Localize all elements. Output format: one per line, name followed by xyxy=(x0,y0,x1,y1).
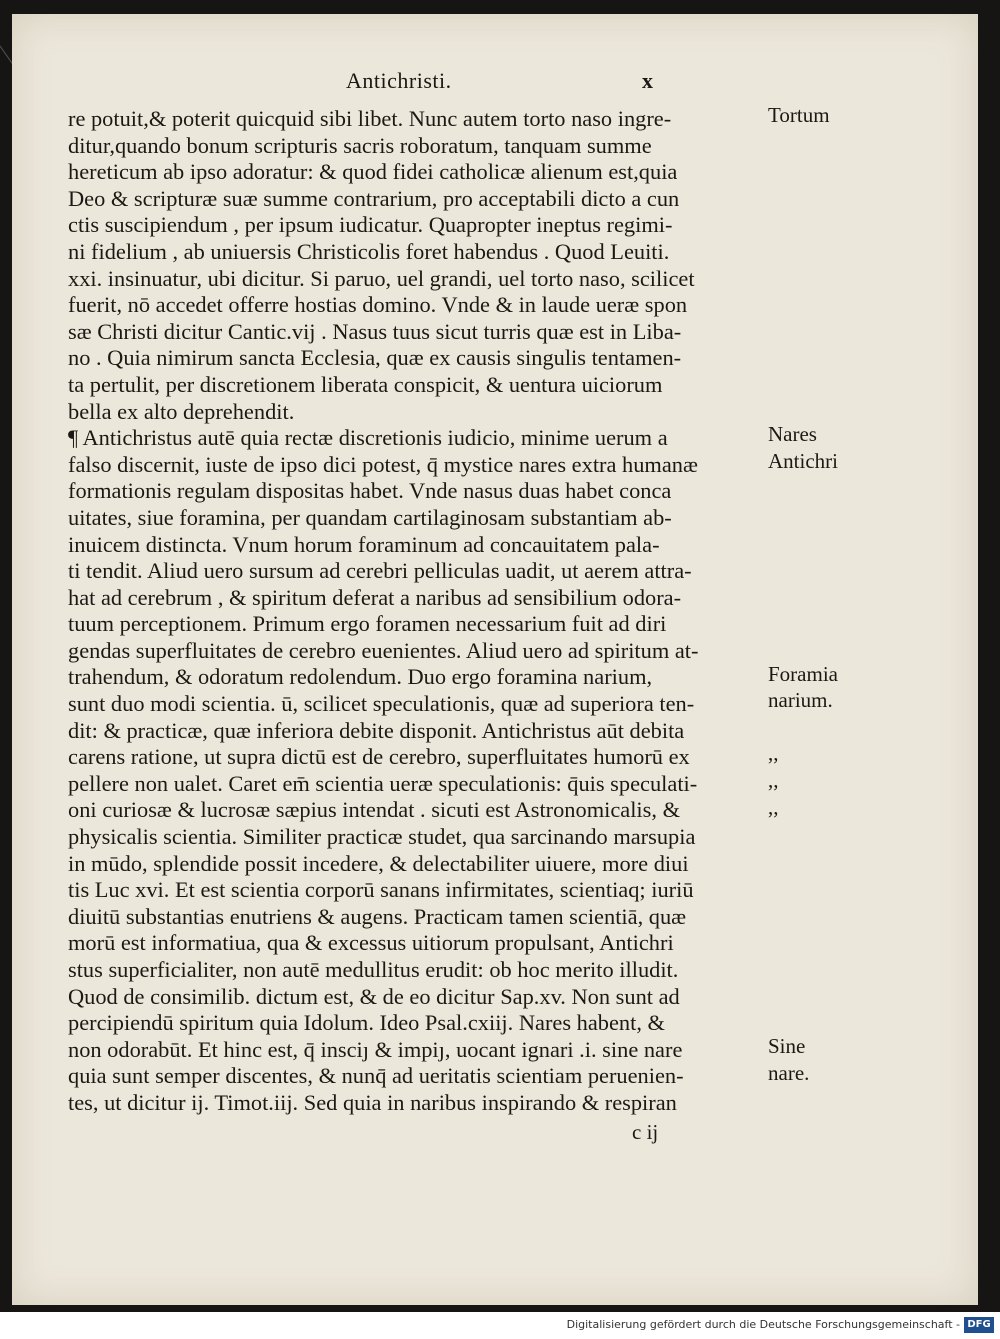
text-line: falso discernit, iuste de ipso dici potest, q̄ mystice nares extra humanæ xyxy=(68,451,698,477)
text-line: tuum perceptionem. Primum ergo foramen necessarium fuit ad diri xyxy=(68,611,667,637)
text-line: uitates, siue foramina, per quandam cartilaginosam substantiam ab- xyxy=(68,504,672,530)
text-line: tes, ut dicitur ij. Timot.iij. Sed quia in naribus inspirando & respiran xyxy=(68,1089,677,1115)
text-line: fuerit, nō accedet offerre hostias domino. Vnde & in laude ueræ spon xyxy=(68,292,688,318)
text-line: inuicem distincta. Vnum horum foraminum ad concauitatem pala- xyxy=(68,531,660,557)
margin-note: Nares xyxy=(768,422,817,447)
margin-note: ,, xyxy=(768,794,779,819)
book-page xyxy=(12,14,978,1305)
text-line: stus superficialiter, non autē medullitus erudit: ob hoc merito illudit. xyxy=(68,957,679,982)
text-line: pellere non ualet. Caret em̄ scientia ueræ speculationis: q̄uis speculati- xyxy=(68,770,698,796)
footer-credit: Digitalisierung gefördert durch die Deutsche Forschungsgemeinschaft - xyxy=(566,1318,960,1331)
text-line: oni curiosæ & lucrosæ sæpius intendat . sicuti est Astronomicalis, & xyxy=(68,797,680,823)
margin-note: Antichri xyxy=(768,448,838,473)
text-line: dit: & practicæ, quæ inferiora debite disponit. Antichristus aūt debita xyxy=(68,717,685,743)
dfg-logo: DFG xyxy=(964,1317,994,1333)
text-line: physicalis scientia. Similiter practicæ studet, qua sarcinando marsupia xyxy=(68,824,696,850)
text-line: quia sunt semper discentes, & nunq̄ ad ueritatis scientiam peruenien- xyxy=(68,1063,684,1089)
text-line: sunt duo modi scientia. ū, scilicet speculationis, quæ ad superiora ten- xyxy=(68,691,695,717)
text-line: ti tendit. Aliud uero sursum ad cerebri pelliculas uadit, ut aerem attra- xyxy=(68,558,692,584)
text-line: bella ex alto deprehendit. xyxy=(68,398,295,424)
text-line: percipiendū spiritum quia Idolum. Ideo Psal.cxiij. Nares habent, & xyxy=(68,1010,665,1036)
text-line: ni fidelium , ab uniuersis Christicolis foret habendus . Quod Leuiti. xyxy=(68,238,670,264)
text-line: ¶ Antichristus autē quia rectæ discretionis iudicio, minime uerum a xyxy=(68,425,668,451)
text-line: in mūdo, splendide possit incedere, & delectabiliter uiuere, more diui xyxy=(68,850,689,876)
margin-note: narium. xyxy=(768,688,833,713)
text-line: carens ratione, ut supra dictū est de cerebro, superfluitates humorū ex xyxy=(68,744,690,770)
text-line: xxi. insinuatur, ubi dicitur. Si paruo, uel grandi, uel torto naso, scilicet xyxy=(68,265,695,291)
text-line: re potuit,& poterit quicquid sibi libet. Nunc autem torto naso ingre- xyxy=(68,106,672,131)
margin-note: Foramia xyxy=(768,661,838,686)
body-text xyxy=(68,106,774,1117)
margin-note: Tortum xyxy=(768,103,830,127)
running-title: Antichristi. xyxy=(346,68,452,93)
text-line: no . Quia nimirum sancta Ecclesia, quæ ex causis singulis tentamen- xyxy=(68,345,682,371)
signature-mark: c ij xyxy=(632,1120,659,1144)
margin-note: Sine xyxy=(768,1034,806,1058)
text-line: ditur,quando bonum scripturis sacris roboratum, tanquam summe xyxy=(68,132,652,158)
text-line: Quod de consimilib. dictum est, & de eo dicitur Sap.xv. Non sunt ad xyxy=(68,983,680,1009)
text-line: ctis suscipiendum , per ipsum iudicatur. Quapropter ineptus regimi- xyxy=(68,212,673,238)
margin-note: nare. xyxy=(768,1060,810,1085)
text-line: sæ Christi dicitur Cantic.vij . Nasus tuus sicut turris quæ est in Liba- xyxy=(68,318,682,344)
text-line: hat ad cerebrum , & spiritum deferat a naribus ad sensibilium odora- xyxy=(68,584,682,610)
text-line: non odorabūt. Et hinc est, q̄ insciȷ & impiȷ, uocant ignari .i. sine nare xyxy=(68,1036,683,1062)
margin-note: ,, xyxy=(768,768,779,792)
folio-number: x xyxy=(642,68,653,93)
text-line: morū est informatiua, qua & excessus uitiorum propulsant, Antichri xyxy=(68,930,674,956)
text-line: formationis regulam dispositas habet. Vnde nasus duas habet conca xyxy=(68,478,672,504)
text-line: ta pertulit, per discretionem liberata conspicit, & uentura uiciorum xyxy=(68,371,663,397)
text-line: trahendum, & odoratum redolendum. Duo ergo foramina narium, xyxy=(68,664,653,690)
text-line: tis Luc xvi. Et est scientia corporū sanans infirmitates, scientiaq; iuriū xyxy=(68,877,694,903)
text-line: gendas superfluitates de cerebro euenientes. Aliud uero ad spiritum at- xyxy=(68,637,699,663)
margin-note: ,, xyxy=(768,741,779,766)
text-line: Deo & scripturæ suæ summe contrarium, pro acceptabili dicto a cun xyxy=(68,185,680,211)
footer-bar xyxy=(0,1312,1000,1339)
text-line: diuitū substantias enutriens & augens. Practicam tamen scientiā, quæ xyxy=(68,903,687,929)
margin-notes xyxy=(768,14,968,1305)
text-line: hereticum ab ipso adoratur: & quod fidei catholicæ alienum est,quia xyxy=(68,159,678,185)
